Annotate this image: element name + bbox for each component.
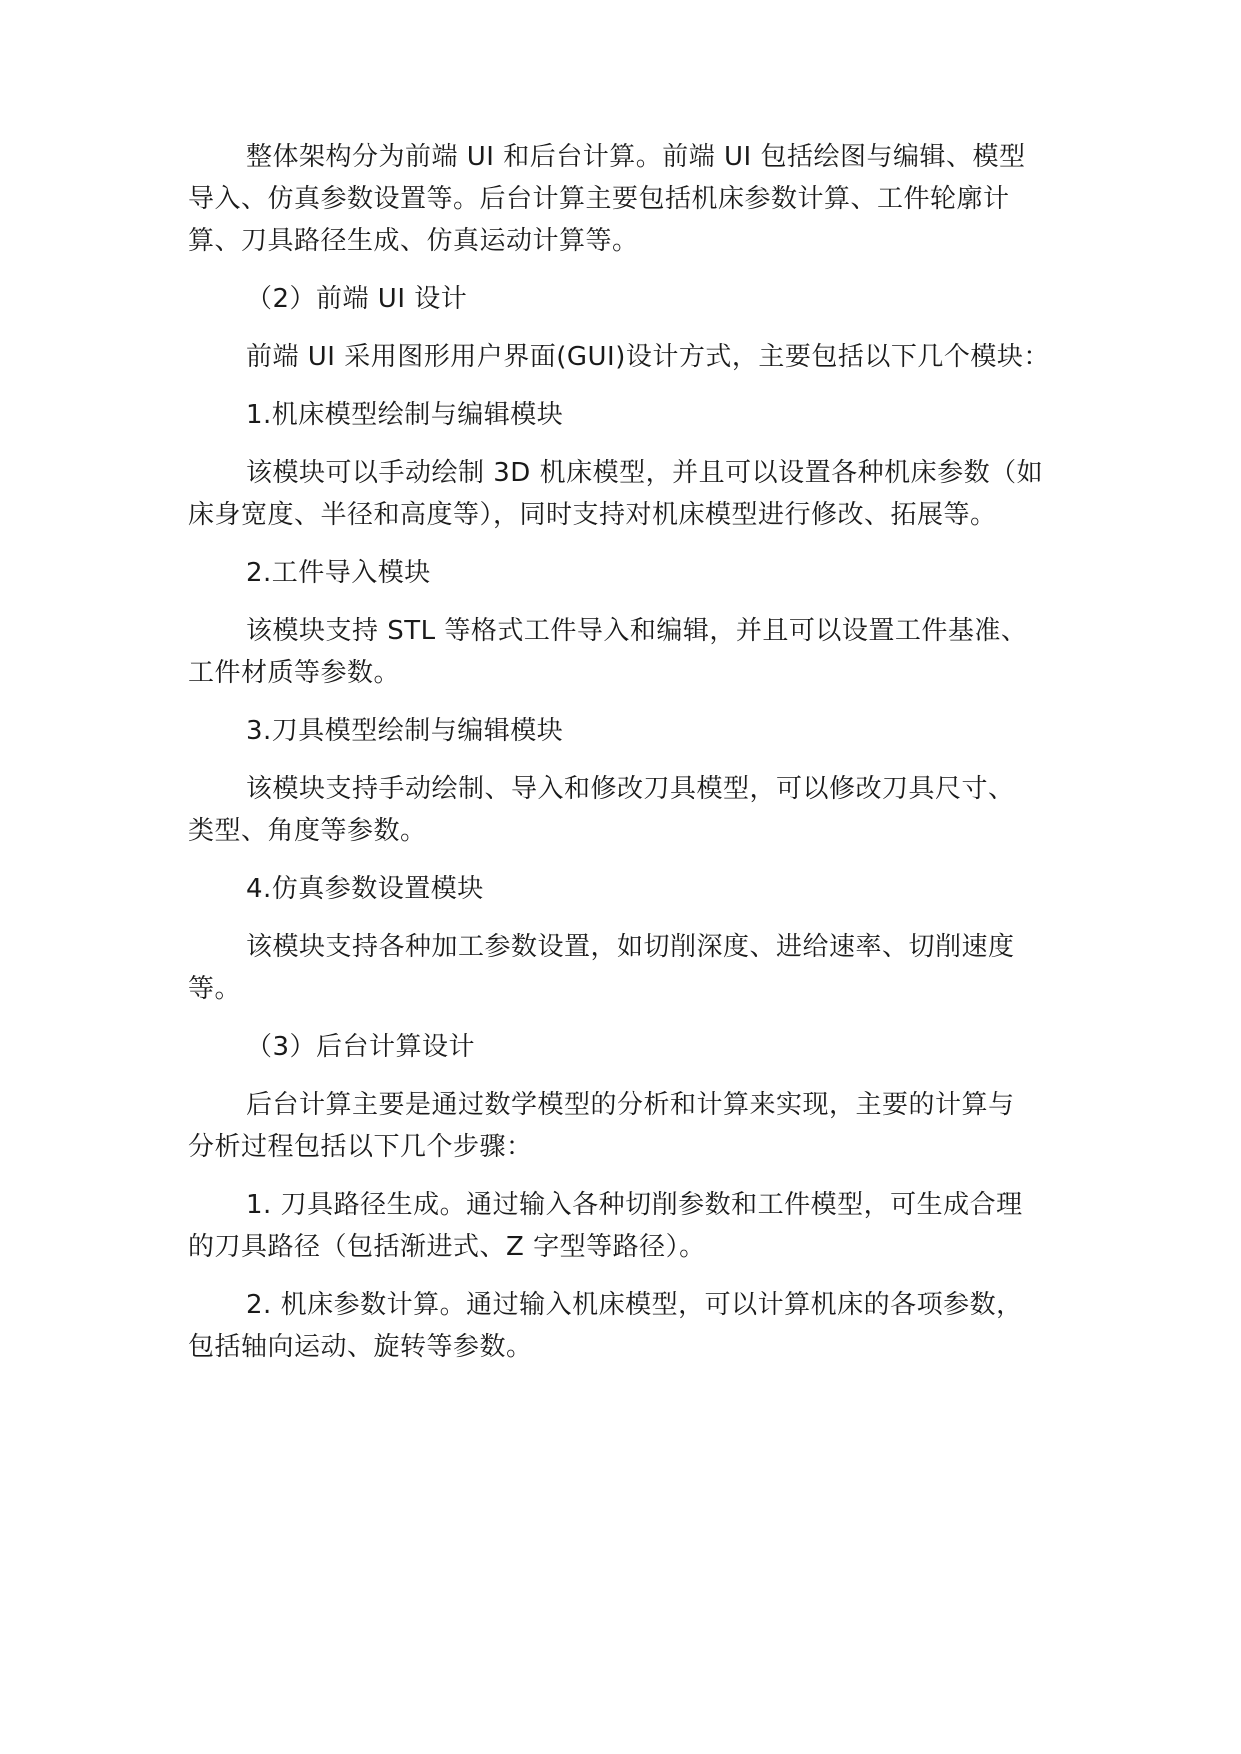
paragraph-line: 的刀具路径（包括渐进式、Z 字型等路径）。 <box>188 1232 706 1262</box>
paragraph-line: 1. 刀具路径生成。通过输入各种切削参数和工件模型，可生成合理 <box>246 1190 1023 1220</box>
paragraph-line: 等。 <box>188 974 242 1004</box>
module-heading: 3.刀具模型绘制与编辑模块 <box>246 716 564 746</box>
paragraph-line: 该模块支持各种加工参数设置，如切削深度、进给速率、切削速度 <box>246 932 1015 962</box>
paragraph-line: 算、刀具路径生成、仿真运动计算等。 <box>188 226 639 256</box>
paragraph-line: 该模块支持 STL 等格式工件导入和编辑，并且可以设置工件基准、 <box>246 616 1028 646</box>
paragraph-line: 工件材质等参数。 <box>188 658 401 688</box>
module-heading: 1.机床模型绘制与编辑模块 <box>246 400 564 430</box>
paragraph-line: 整体架构分为前端 UI 和后台计算。前端 UI 包括绘图与编辑、模型 <box>246 142 1026 172</box>
paragraph-line: 前端 UI 采用图形用户界面(GUI)设计方式，主要包括以下几个模块： <box>246 342 1050 372</box>
paragraph-line: 该模块支持手动绘制、导入和修改刀具模型，可以修改刀具尺寸、 <box>246 774 1015 804</box>
section-heading: （3）后台计算设计 <box>246 1032 476 1062</box>
module-heading: 4.仿真参数设置模块 <box>246 874 484 904</box>
module-heading: 2.工件导入模块 <box>246 558 431 588</box>
paragraph-line: 包括轴向运动、旋转等参数。 <box>188 1332 533 1362</box>
paragraph-line: 床身宽度、半径和高度等），同时支持对机床模型进行修改、拓展等。 <box>188 500 997 530</box>
paragraph-line: 导入、仿真参数设置等。后台计算主要包括机床参数计算、工件轮廓计 <box>188 184 1010 214</box>
paragraph-line: 该模块可以手动绘制 3D 机床模型，并且可以设置各种机床参数（如 <box>246 458 1044 488</box>
paragraph-line: 类型、角度等参数。 <box>188 816 427 846</box>
paragraph-line: 2. 机床参数计算。通过输入机床模型，可以计算机床的各项参数， <box>246 1290 1023 1320</box>
paragraph-line: 分析过程包括以下几个步骤： <box>188 1132 533 1162</box>
paragraph-line: 后台计算主要是通过数学模型的分析和计算来实现，主要的计算与 <box>246 1090 1015 1120</box>
section-heading: （2）前端 UI 设计 <box>246 284 468 314</box>
